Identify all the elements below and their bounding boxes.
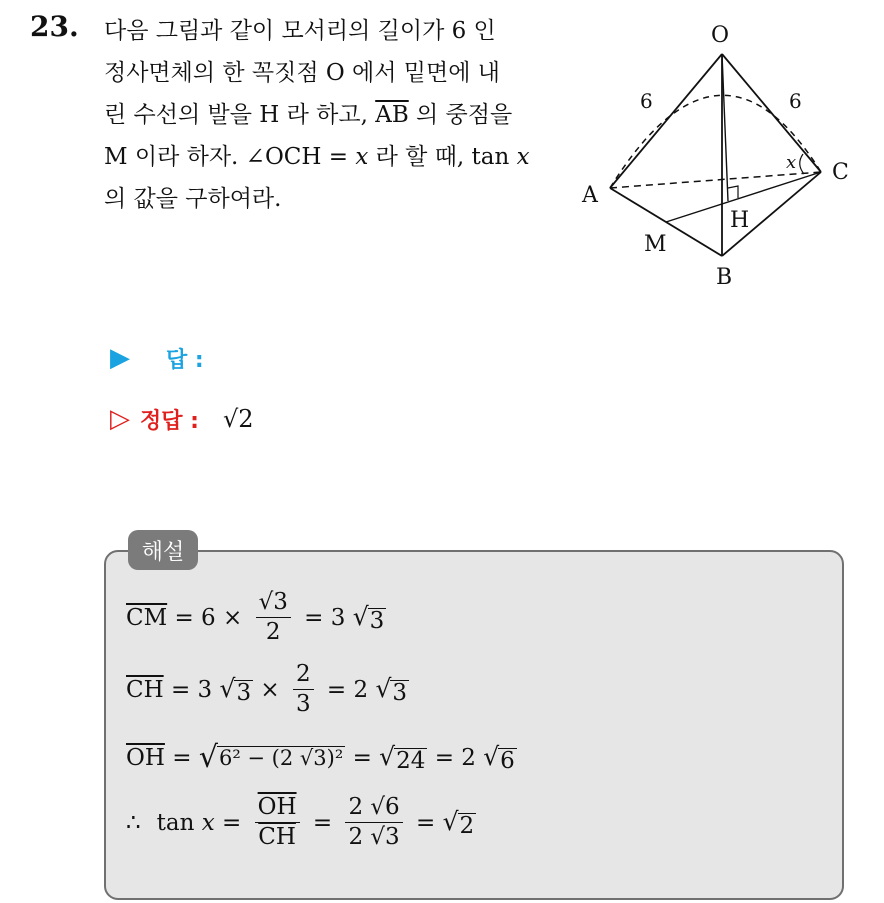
segment-oh: $\overline{OH}$ [126,744,165,771]
label-o: O [711,23,730,48]
problem-line-4-mid: 라 할 때, tan [368,144,517,170]
radical [220,674,254,705]
var-x: x [355,144,369,170]
edge-oa [610,54,722,188]
radicand: 6² − (2 √3)² [218,746,344,770]
segment-ab: $\overline{AB}$ [375,102,409,128]
problem-line-4 [104,136,554,178]
play-triangle-icon: ▶ [110,343,130,373]
radical [379,742,427,773]
eq4-text-3: = [305,809,340,836]
angle-arc [800,154,804,174]
fraction [256,590,291,646]
radical-sign-icon: √ [483,741,500,771]
fraction-numerator: 2 √6 [345,795,402,823]
radical-sign-icon: √ [352,602,369,632]
problem-text [104,10,554,220]
answer-label: 답 : [166,347,204,373]
eq3-text-3: = 2 [427,744,484,771]
fraction [345,795,402,851]
label-h: H [730,208,750,233]
solution-equation-3 [126,740,517,775]
problem-number: 23. [30,10,79,43]
eq2-text-2: × [253,676,287,703]
fraction [255,795,300,851]
eq1-text-2: = 3 [296,604,353,631]
radical [353,602,387,633]
fraction-denominator: 3 [295,691,311,718]
radical-sign-icon: √ [219,674,236,704]
eq2-text-3: = 2 [319,676,376,703]
label-edge-left: 6 [640,89,653,113]
radical-sign-icon: √ [375,674,392,704]
problem-line-2: 정사면체의 한 꼭짓점 O 에서 밑면에 내 [104,60,500,86]
outline-triangle-icon: ▷ [110,404,130,434]
label-a: A [582,183,598,208]
right-angle-mark [728,186,738,198]
eq4-text-4: = [408,809,443,836]
radical [483,742,517,773]
eq4-text-1: tan [156,809,202,836]
fraction-denominator: CH [258,824,296,851]
problem-line-3-pre: 린 수선의 발을 H 라 하고, [104,102,376,128]
problem-line-3 [104,94,554,136]
segment-cm: $\overline{CM}$ [126,604,168,631]
radical-sign-icon: √ [442,807,459,837]
label-m: M [644,232,667,257]
label-angle-x: x [786,152,797,173]
radicand: 2 [459,813,475,840]
solution-equation-2 [126,662,409,718]
correct-answer-label: 정답 : [140,408,199,434]
radical-sign-icon: √ [379,741,396,771]
problem-line-1: 다음 그림과 같이 모서리의 길이가 6 인 [104,18,496,44]
eq1-text-1: = 6 × [167,604,250,631]
radicand: 3 [236,680,252,707]
fraction-numerator: $\overline{OH}$ [255,795,300,823]
eq3-text-2: = [345,744,380,771]
fraction-numerator: √3 [256,590,291,618]
problem-line-3-post: 의 중점을 [408,102,513,128]
fraction-denominator: 2 [265,619,281,646]
problem-line-4-pre: M 이라 하자. ∠OCH = [104,144,356,170]
segment-ch: $\overline{CH}$ [126,676,164,703]
radical-large [199,740,345,775]
tetrahedron-figure [570,16,860,296]
label-edge-right: 6 [789,89,802,113]
answer-row [110,338,204,378]
var-x: x [201,809,215,836]
edge-oc [722,54,821,172]
radical-sign-icon: √ [198,740,218,775]
label-b: B [716,265,733,290]
correct-answer-value: √2 [222,405,254,433]
radicand: 6 [500,747,515,774]
radicand: 24 [396,747,426,774]
label-c: C [832,160,849,185]
eq4-text-2: = [214,809,249,836]
solution-equation-1 [126,590,386,646]
correct-answer-row [110,398,254,440]
fraction [293,662,314,718]
var-x-2: x [516,144,530,170]
therefore-symbol: ∴ [126,809,141,836]
solution-tab: 해설 [128,530,198,570]
radicand: 3 [369,608,385,635]
fraction-denominator: 2 √3 [348,824,400,851]
fraction-numerator: 2 [293,662,314,690]
eq3-text-1: = [164,744,199,771]
eq2-text-1: = 3 [163,676,220,703]
edge-ac-hidden [610,172,821,188]
radical [443,807,477,838]
radical [375,674,409,705]
radicand: 3 [392,680,408,707]
problem-line-5: 의 값을 구하여라. [104,186,282,212]
solution-equation-4 [126,795,476,851]
